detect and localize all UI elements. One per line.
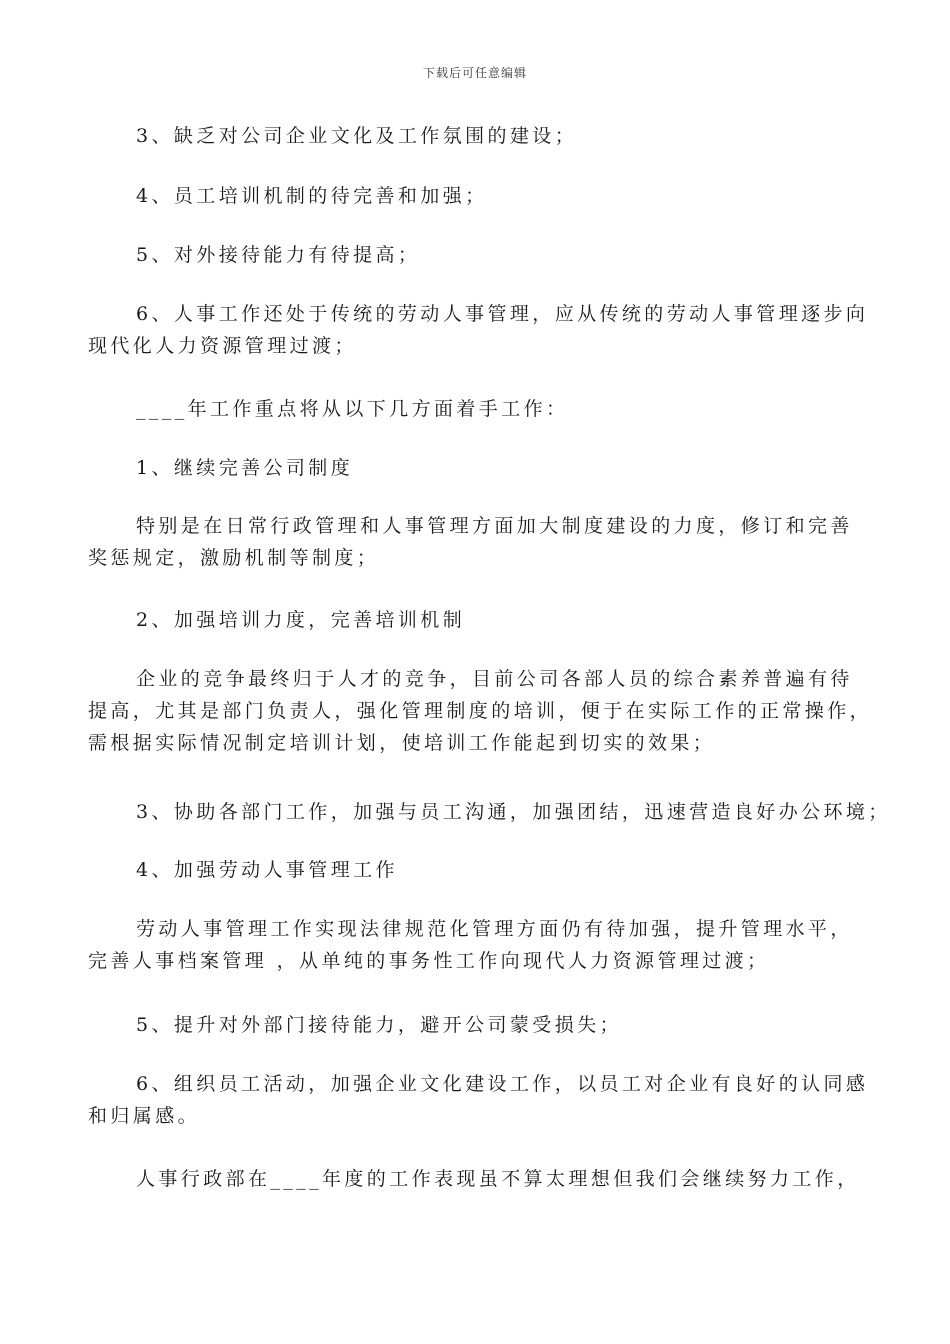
paragraph-line: 4、员工培训机制的待完善和加强； [136,185,488,207]
paragraph-line: 3、缺乏对公司企业文化及工作氛围的建设； [136,125,578,147]
paragraph [88,796,891,828]
paragraph [88,510,878,574]
paragraph [88,854,878,886]
paragraph-line: 4、加强劳动人事管理工作 [136,859,398,881]
paragraph [88,180,878,212]
paragraph-line: 人事行政部在____年度的工作表现虽不算太理想但我们会继续努力工作， [136,1168,860,1190]
page-header: 下载后可任意编辑 [422,66,527,80]
paragraph-line: 3、协助各部门工作，加强与员工沟通，加强团结，迅速营造良好办公环境； [136,801,891,823]
paragraph [88,452,878,484]
paragraph [88,604,878,636]
paragraph-line: ____年工作重点将从以下几方面着手工作： [136,398,569,420]
paragraph [88,120,878,152]
paragraph [88,913,878,977]
paragraph-line: 1、继续完善公司制度 [136,457,354,479]
paragraph-line: 提高，尤其是部门负责人，强化管理制度的培训，便于在实际工作的正常操作， [88,700,873,722]
paragraph [88,298,878,362]
paragraph-line: 特别是在日常行政管理和人事管理方面加大制度建设的力度，修订和完善 [136,515,853,537]
paragraph [88,393,878,425]
paragraph [88,663,878,759]
paragraph-line: 需根据实际情况制定培训计划，使培训工作能起到切实的效果； [88,732,716,754]
paragraph [88,1068,878,1132]
paragraph-line: 和归属感。 [88,1105,201,1127]
paragraph [88,239,878,271]
paragraph-line: 完善人事档案管理 ，从单纯的事务性工作向现代人力资源管理过渡； [88,950,770,972]
paragraph-line: 现代化人力资源管理过渡； [88,335,357,357]
paragraph-line: 劳动人事管理工作实现法律规范化管理方面仍有待加强，提升管理水平， [136,918,853,940]
paragraph [88,1009,878,1041]
paragraph-line: 6、人事工作还处于传统的劳动人事管理，应从传统的劳动人事管理逐步向 [136,303,869,325]
paragraph-line: 6、组织员工活动，加强企业文化建设工作，以员工对企业有良好的认同感 [136,1073,869,1095]
paragraph-line: 5、提升对外部门接待能力，避开公司蒙受损失； [136,1014,622,1036]
paragraph-line: 5、对外接待能力有待提高； [136,244,421,266]
paragraph-line: 企业的竞争最终归于人才的竞争，目前公司各部人员的综合素养普遍有待 [136,668,853,690]
paragraph-line: 奖惩规定，激励机制等制度； [88,547,380,569]
paragraph [88,1163,878,1195]
paragraph-line: 2、加强培训力度，完善培训机制 [136,609,466,631]
